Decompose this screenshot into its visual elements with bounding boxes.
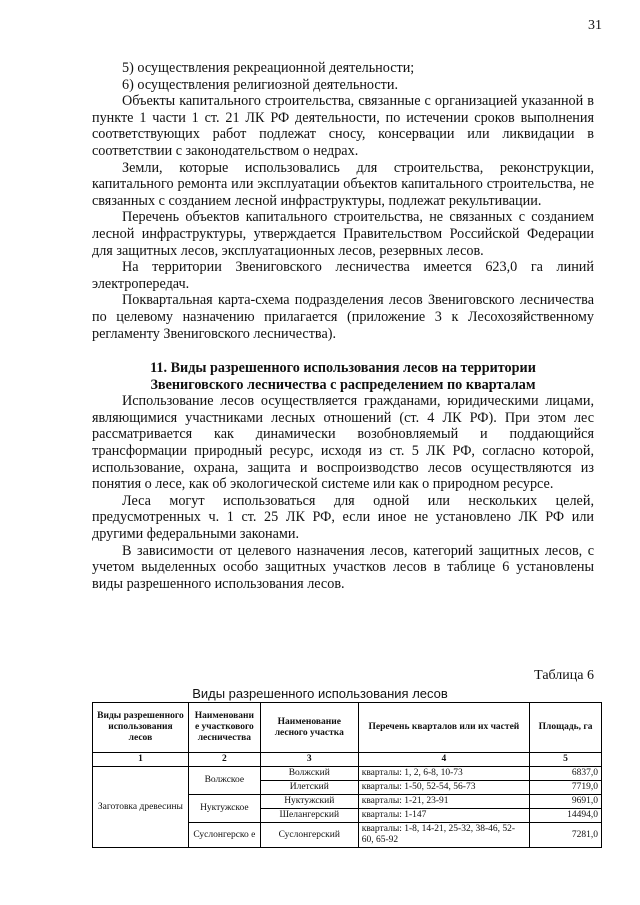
paragraph: Использование лесов осуществляется гражданами, юридическими лицами, являющимися участниками лесных отношений (ст. 4 ЛК РФ). При этом лес рассматривается как динамически возобновляемый и поддающийся трансформации природный ресурс, исходя из ст. 5 ЛК РФ, согласно которой, использование, охрана, защита и воспроизводство лесов осуществляются из понятия о лесе, как об экологической системе или как о природном ресурсе. [92, 393, 594, 493]
column-number: 1 [93, 753, 189, 767]
paragraph: В зависимости от целевого назначения лесов, категорий защитных лесов, с учетом выделенных особо защитных участков лесов в таблице 6 установлены виды разрешенного использования лесов. [92, 542, 594, 592]
use-type-cell: Заготовка древесины [93, 767, 189, 848]
quarters-cell: кварталы: 1-21, 23-91 [358, 795, 529, 809]
plot-cell: Шелангерский [260, 809, 358, 823]
area-cell: 9691,0 [530, 795, 602, 809]
table-header-cell: Наименование лесного участка [260, 703, 358, 753]
section-heading-line: 11. Виды разрешенного использования лесов на территории [150, 360, 536, 377]
table-header-cell: Перечень кварталов или их частей [358, 703, 529, 753]
paragraph: Поквартальная карта-схема подразделения лесов Звениговского лесничества по целевому назначению прилагается (приложение 3 к Лесохозяйственному регламенту Звениговского лесничества). [92, 292, 594, 342]
paragraph: Объекты капитального строительства, связанные с организацией указанной в пункте 1 части 1 ст. 21 ЛК РФ деятельности, по истечении сроков выполнения соответствующих работ подлежат сносу, консервации или ликвидации в соответствии с законодательством о недрах. [92, 93, 594, 159]
section-heading-line: Звениговского лесничества с распределением по кварталам [150, 376, 536, 393]
plot-cell: Нуктужский [260, 795, 358, 809]
table-row [93, 767, 602, 781]
area-cell: 7281,0 [530, 823, 602, 848]
paragraph: Леса могут использоваться для одной или нескольких целей, предусмотренных ч. 1 ст. 25 ЛК РФ, если иное не установлено ЛК РФ или другими федеральными законами. [92, 492, 594, 543]
column-number: 4 [358, 753, 529, 767]
quarters-cell: кварталы: 1-147 [358, 809, 529, 823]
quarters-cell: кварталы: 1-50, 52-54, 56-73 [358, 781, 529, 795]
paragraph: Земли, которые использовались для строительства, реконструкции, капитального ремонта или эксплуатации объектов капитального строительства, не связанных с созданием лесной инфраструктуры, подлежат рекультивации. [92, 159, 594, 209]
table-caption: Таблица 6 [534, 668, 594, 683]
document-body [92, 60, 594, 592]
district-cell: Нуктужское [188, 795, 260, 823]
table-header-cell: Виды разрешенного использования лесов [93, 703, 189, 753]
area-cell: 7719,0 [530, 781, 602, 795]
paragraph: 5) осуществления рекреационной деятельности; [122, 60, 415, 76]
table-title: Виды разрешенного использования лесов [192, 686, 448, 701]
quarters-cell: кварталы: 1, 2, 6-8, 10-73 [358, 767, 529, 781]
column-number: 5 [530, 753, 602, 767]
plot-cell: Суслонгерский [260, 823, 358, 848]
quarters-cell: кварталы: 1-8, 14-21, 25-32, 38-46, 52-60, 65-92 [358, 823, 529, 848]
table-header-cell: Площадь, га [530, 703, 602, 753]
plot-cell: Илетский [260, 781, 358, 795]
column-number: 2 [188, 753, 260, 767]
area-cell: 14494,0 [530, 809, 602, 823]
plot-cell: Волжский [260, 767, 358, 781]
section-heading [92, 360, 594, 393]
district-cell: Суслонгерско е [188, 823, 260, 848]
table-header-cell: Наименовани е участкового лесничества [188, 703, 260, 753]
column-number: 3 [260, 753, 358, 767]
page-number: 31 [588, 18, 602, 33]
paragraph: 6) осуществления религиозной деятельности. [122, 76, 398, 93]
district-cell: Волжское [188, 767, 260, 795]
paragraph: Перечень объектов капитального строительства, не связанных с созданием лесной инфраструктуры, утверждается Правительством Российской Федерации для защитных лесов, эксплуатационных лесов, резервных лесов. [92, 209, 594, 259]
usage-table [92, 702, 602, 848]
area-cell: 6837,0 [530, 767, 602, 781]
paragraph: На территории Звениговского лесничества имеется 623,0 га линий электропередач. [92, 259, 594, 292]
